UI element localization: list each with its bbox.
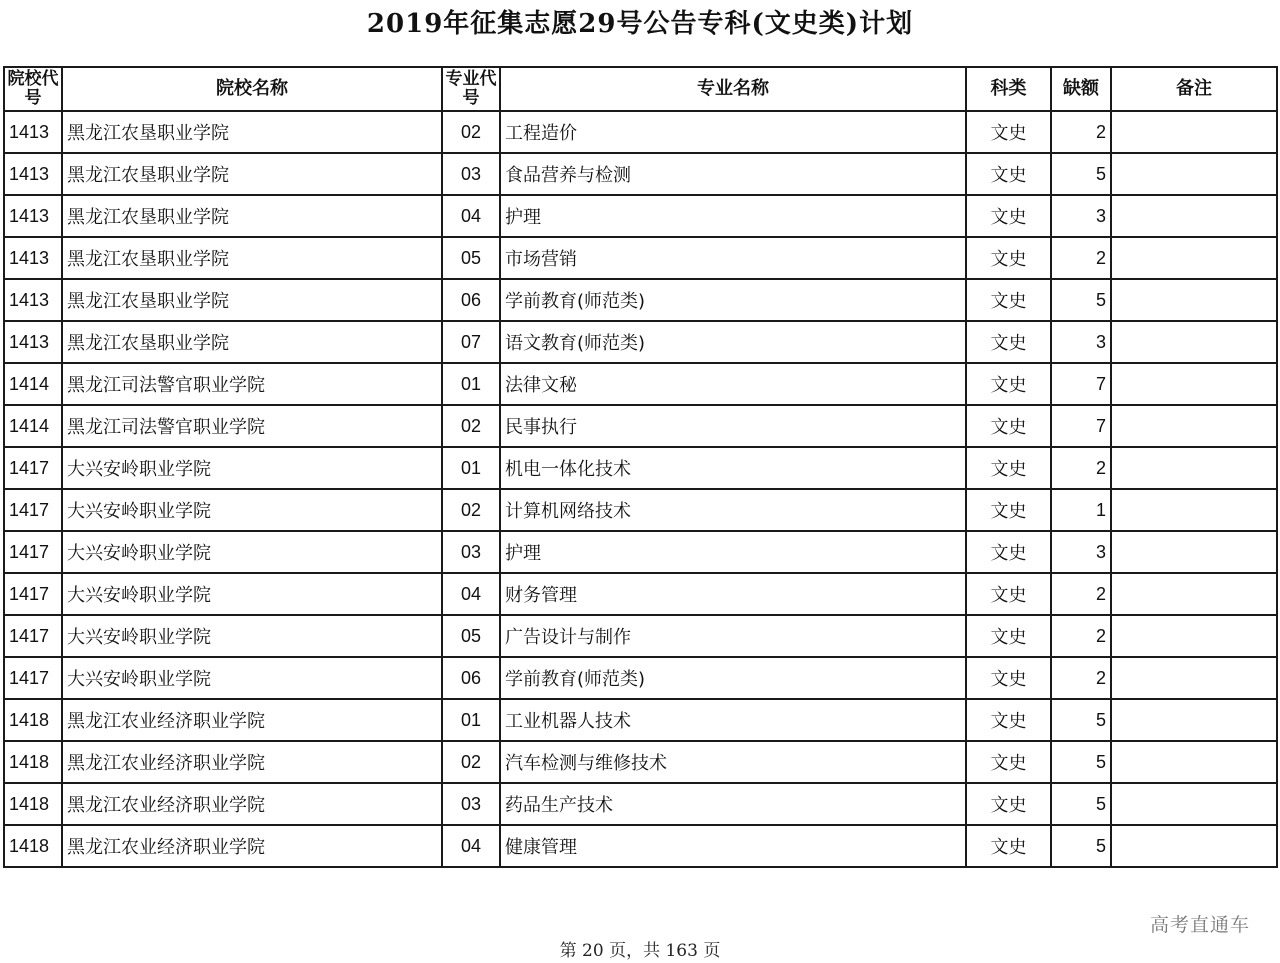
cell-category: 文史 (966, 237, 1051, 279)
cell-note (1111, 699, 1277, 741)
cell-note (1111, 615, 1277, 657)
cell-category: 文史 (966, 111, 1051, 153)
table-row (4, 783, 1277, 825)
cell-major-code: 06 (442, 657, 500, 699)
table-row (4, 489, 1277, 531)
cell-major-name: 学前教育(师范类) (500, 279, 966, 321)
document-title: 2019年征集志愿29号公告专科(文史类)计划 (366, 9, 914, 39)
cell-vacancy: 2 (1051, 615, 1111, 657)
cell-major-name: 机电一体化技术 (500, 447, 966, 489)
cell-category: 文史 (966, 195, 1051, 237)
page-footer: 第 20 页，共 163 页 (559, 941, 721, 961)
cell-major-code: 03 (442, 783, 500, 825)
cell-school-name: 黑龙江农业经济职业学院 (62, 783, 442, 825)
cell-category: 文史 (966, 531, 1051, 573)
table-row (4, 657, 1277, 699)
cell-vacancy: 5 (1051, 741, 1111, 783)
cell-major-code: 04 (442, 195, 500, 237)
cell-school-code: 1417 (4, 531, 62, 573)
cell-note (1111, 447, 1277, 489)
cell-major-code: 02 (442, 405, 500, 447)
cell-note (1111, 489, 1277, 531)
cell-major-code: 03 (442, 531, 500, 573)
cell-school-name: 黑龙江农垦职业学院 (62, 237, 442, 279)
cell-major-name: 财务管理 (500, 573, 966, 615)
cell-category: 文史 (966, 363, 1051, 405)
table-row (4, 237, 1277, 279)
cell-vacancy: 5 (1051, 699, 1111, 741)
cell-school-code: 1418 (4, 741, 62, 783)
cell-school-name: 大兴安岭职业学院 (62, 573, 442, 615)
cell-note (1111, 405, 1277, 447)
cell-school-code: 1417 (4, 573, 62, 615)
cell-note (1111, 279, 1277, 321)
cell-major-code: 04 (442, 573, 500, 615)
cell-school-code: 1413 (4, 237, 62, 279)
watermark: 高考直通车 (1149, 914, 1250, 936)
table-row (4, 111, 1277, 153)
cell-category: 文史 (966, 825, 1051, 867)
cell-school-code: 1414 (4, 405, 62, 447)
table-row (4, 825, 1277, 867)
cell-school-name: 黑龙江农垦职业学院 (62, 111, 442, 153)
table-row (4, 279, 1277, 321)
cell-vacancy: 3 (1051, 195, 1111, 237)
cell-category: 文史 (966, 615, 1051, 657)
cell-school-name: 大兴安岭职业学院 (62, 615, 442, 657)
cell-vacancy: 5 (1051, 279, 1111, 321)
cell-school-name: 大兴安岭职业学院 (62, 489, 442, 531)
cell-major-name: 健康管理 (500, 825, 966, 867)
cell-major-name: 民事执行 (500, 405, 966, 447)
cell-school-code: 1414 (4, 363, 62, 405)
cell-major-code: 07 (442, 321, 500, 363)
cell-major-code: 01 (442, 447, 500, 489)
cell-school-code: 1417 (4, 615, 62, 657)
cell-note (1111, 741, 1277, 783)
cell-category: 文史 (966, 699, 1051, 741)
table-body (4, 111, 1277, 867)
table-row (4, 153, 1277, 195)
cell-major-name: 护理 (500, 531, 966, 573)
cell-vacancy: 2 (1051, 657, 1111, 699)
cell-vacancy: 7 (1051, 405, 1111, 447)
cell-major-name: 工业机器人技术 (500, 699, 966, 741)
cell-major-code: 06 (442, 279, 500, 321)
cell-major-name: 语文教育(师范类) (500, 321, 966, 363)
cell-major-name: 计算机网络技术 (500, 489, 966, 531)
cell-school-code: 1413 (4, 111, 62, 153)
cell-school-code: 1413 (4, 153, 62, 195)
table-row (4, 195, 1277, 237)
cell-note (1111, 153, 1277, 195)
cell-school-name: 黑龙江农垦职业学院 (62, 153, 442, 195)
cell-major-code: 02 (442, 111, 500, 153)
cell-category: 文史 (966, 279, 1051, 321)
cell-school-name: 大兴安岭职业学院 (62, 657, 442, 699)
cell-vacancy: 7 (1051, 363, 1111, 405)
cell-note (1111, 783, 1277, 825)
cell-category: 文史 (966, 783, 1051, 825)
cell-major-name: 护理 (500, 195, 966, 237)
table-row (4, 741, 1277, 783)
cell-category: 文史 (966, 153, 1051, 195)
cell-school-name: 黑龙江司法警官职业学院 (62, 363, 442, 405)
header-school-name: 院校名称 (62, 67, 442, 111)
cell-note (1111, 111, 1277, 153)
cell-category: 文史 (966, 573, 1051, 615)
cell-school-code: 1413 (4, 279, 62, 321)
cell-vacancy: 5 (1051, 153, 1111, 195)
cell-note (1111, 195, 1277, 237)
cell-major-code: 05 (442, 615, 500, 657)
header-major-name: 专业名称 (500, 67, 966, 111)
cell-category: 文史 (966, 447, 1051, 489)
cell-vacancy: 2 (1051, 237, 1111, 279)
cell-category: 文史 (966, 741, 1051, 783)
cell-school-name: 黑龙江农垦职业学院 (62, 279, 442, 321)
cell-note (1111, 573, 1277, 615)
cell-school-code: 1417 (4, 657, 62, 699)
cell-school-code: 1417 (4, 489, 62, 531)
cell-note (1111, 531, 1277, 573)
cell-category: 文史 (966, 321, 1051, 363)
cell-school-code: 1418 (4, 825, 62, 867)
cell-note (1111, 825, 1277, 867)
cell-school-code: 1413 (4, 321, 62, 363)
admission-plan-table (3, 66, 1278, 868)
cell-vacancy: 3 (1051, 531, 1111, 573)
cell-major-code: 02 (442, 489, 500, 531)
cell-major-code: 04 (442, 825, 500, 867)
cell-major-code: 01 (442, 699, 500, 741)
cell-major-name: 广告设计与制作 (500, 615, 966, 657)
cell-school-name: 黑龙江农业经济职业学院 (62, 825, 442, 867)
cell-major-name: 汽车检测与维修技术 (500, 741, 966, 783)
cell-major-name: 市场营销 (500, 237, 966, 279)
cell-vacancy: 5 (1051, 825, 1111, 867)
cell-major-code: 05 (442, 237, 500, 279)
cell-school-name: 黑龙江农业经济职业学院 (62, 699, 442, 741)
header-row (4, 67, 1277, 111)
cell-note (1111, 657, 1277, 699)
header-note: 备注 (1111, 67, 1277, 111)
cell-school-code: 1418 (4, 783, 62, 825)
cell-major-code: 02 (442, 741, 500, 783)
cell-vacancy: 2 (1051, 111, 1111, 153)
table-header (4, 67, 1277, 111)
cell-school-code: 1413 (4, 195, 62, 237)
table-row (4, 531, 1277, 573)
cell-school-name: 黑龙江司法警官职业学院 (62, 405, 442, 447)
cell-note (1111, 321, 1277, 363)
table-row (4, 573, 1277, 615)
cell-vacancy: 2 (1051, 573, 1111, 615)
cell-school-code: 1417 (4, 447, 62, 489)
cell-vacancy: 1 (1051, 489, 1111, 531)
cell-school-code: 1418 (4, 699, 62, 741)
cell-vacancy: 3 (1051, 321, 1111, 363)
cell-note (1111, 237, 1277, 279)
table-row (4, 615, 1277, 657)
cell-category: 文史 (966, 489, 1051, 531)
cell-category: 文史 (966, 405, 1051, 447)
cell-major-name: 药品生产技术 (500, 783, 966, 825)
cell-vacancy: 2 (1051, 447, 1111, 489)
cell-school-name: 大兴安岭职业学院 (62, 531, 442, 573)
table-row (4, 321, 1277, 363)
cell-major-name: 食品营养与检测 (500, 153, 966, 195)
cell-major-name: 法律文秘 (500, 363, 966, 405)
table-row (4, 405, 1277, 447)
cell-school-name: 黑龙江农垦职业学院 (62, 195, 442, 237)
cell-school-name: 黑龙江农垦职业学院 (62, 321, 442, 363)
header-category: 科类 (966, 67, 1051, 111)
cell-school-name: 大兴安岭职业学院 (62, 447, 442, 489)
header-vacancy: 缺额 (1051, 67, 1111, 111)
cell-category: 文史 (966, 657, 1051, 699)
cell-major-code: 01 (442, 363, 500, 405)
table-row (4, 447, 1277, 489)
table-row (4, 363, 1277, 405)
header-major-code: 专业代号 (442, 67, 500, 111)
cell-major-code: 03 (442, 153, 500, 195)
cell-school-name: 黑龙江农业经济职业学院 (62, 741, 442, 783)
cell-vacancy: 5 (1051, 783, 1111, 825)
cell-note (1111, 363, 1277, 405)
table-row (4, 699, 1277, 741)
header-school-code: 院校代号 (4, 67, 62, 111)
cell-major-name: 工程造价 (500, 111, 966, 153)
cell-major-name: 学前教育(师范类) (500, 657, 966, 699)
